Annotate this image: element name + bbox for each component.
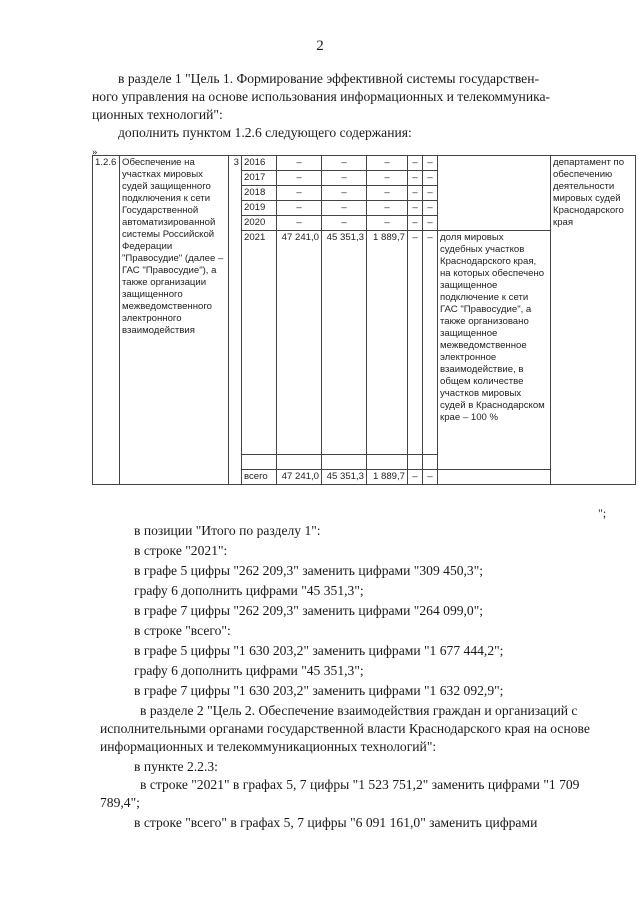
value-cell: 45 351,3 — [322, 231, 367, 455]
item-number: 1.2.6 — [93, 156, 120, 485]
value-cell: 47 241,0 — [277, 470, 322, 485]
value-cell: – — [277, 186, 322, 201]
spacer-cell — [277, 455, 322, 470]
value-cell: – — [322, 171, 367, 186]
value-cell: – — [423, 231, 438, 455]
after-p1: в позиции "Итого по разделу 1": — [134, 523, 321, 538]
after-p9: в графе 7 цифры "1 630 203,2" заменить цифрами "1 632 092,9"; — [134, 683, 504, 698]
after-p7: в графе 5 цифры "1 630 203,2" заменить цифрами "1 677 444,2"; — [134, 643, 504, 658]
spacer-cell — [423, 455, 438, 470]
table-row — [93, 156, 636, 171]
value-cell: – — [277, 156, 322, 171]
after-p6: в строке "всего": — [134, 623, 231, 638]
after-p13: в строке "всего" в графах 5, 7 цифры "6 091 161,0" заменить цифрами — [134, 815, 538, 830]
value-cell: – — [408, 201, 423, 216]
after-p8: графу 6 дополнить цифрами "45 351,3"; — [134, 663, 364, 678]
value-cell: – — [408, 470, 423, 485]
value-cell: – — [277, 216, 322, 231]
spacer-cell — [408, 455, 423, 470]
value-cell: – — [277, 201, 322, 216]
year-cell: всего — [242, 470, 277, 485]
spacer-cell — [242, 455, 277, 470]
executor: департамент по обеспечению деятельности мировых судей Краснодарского края — [551, 156, 636, 485]
year-cell: 2018 — [242, 186, 277, 201]
intro-line-4: дополнить пунктом 1.2.6 следующего содержания: — [118, 125, 412, 140]
after-p2: в строке "2021": — [134, 543, 228, 558]
year-cell: 2017 — [242, 171, 277, 186]
value-cell: – — [408, 216, 423, 231]
value-cell: 1 889,7 — [367, 470, 408, 485]
quote-close: "; — [598, 506, 607, 520]
value-cell: – — [367, 186, 408, 201]
after-p3: в графе 5 цифры "262 209,3" заменить цифрами "309 450,3"; — [134, 563, 484, 578]
value-cell: – — [423, 470, 438, 485]
value-cell: – — [423, 156, 438, 171]
after-p11: в пункте 2.2.3: — [134, 759, 218, 774]
program-table — [92, 155, 636, 485]
year-cell: 2021 — [242, 231, 277, 455]
page-number: 2 — [316, 38, 324, 54]
value-cell: – — [367, 216, 408, 231]
after-p10: в разделе 2 "Цель 2. Обеспечение взаимодействия граждан и организаций с исполнительными органами государственной власти Краснодарского края на основе информационных и телекоммуникационных технологий": — [100, 703, 590, 754]
spacer-cell — [322, 455, 367, 470]
value-cell: 45 351,3 — [322, 470, 367, 485]
after-p4: графу 6 дополнить цифрами "45 351,3"; — [134, 583, 364, 598]
value-cell: – — [367, 171, 408, 186]
quote-open: » — [92, 146, 98, 158]
value-cell: – — [322, 156, 367, 171]
spacer-cell — [367, 455, 408, 470]
result-empty — [438, 156, 551, 231]
value-cell: – — [322, 201, 367, 216]
value-cell: – — [277, 171, 322, 186]
value-cell: – — [408, 171, 423, 186]
value-cell: – — [423, 216, 438, 231]
value-cell: – — [423, 171, 438, 186]
item-name: Обеспечение на участках мировых судей защищенного подключения к сети Государственной автоматизированной системы Российской Федерации "Правосудие" (далее – ГАС "Правосудие"), а также организации защищенного межведомственного электронного взаимодействия — [120, 156, 229, 485]
after-p12: в строке "2021" в графах 5, 7 цифры "1 523 751,2" заменить цифрами "1 709 789,4"; — [100, 777, 580, 810]
after-p5: в графе 7 цифры "262 209,3" заменить цифрами "264 099,0"; — [134, 603, 484, 618]
year-cell: 2016 — [242, 156, 277, 171]
intro-line-1: в разделе 1 "Цель 1. Формирование эффективной системы государствен- — [118, 71, 540, 86]
item-source: 3 — [229, 156, 242, 485]
value-cell: – — [322, 216, 367, 231]
value-cell: 1 889,7 — [367, 231, 408, 455]
value-cell: – — [408, 156, 423, 171]
spacer-cell — [438, 470, 551, 485]
intro-line-3: ционных технологий": — [92, 107, 223, 122]
year-cell: 2019 — [242, 201, 277, 216]
value-cell: – — [367, 156, 408, 171]
value-cell: – — [408, 186, 423, 201]
value-cell: 47 241,0 — [277, 231, 322, 455]
result-indicator: доля мировых судебных участков Краснодарского края, на которых обеспечено защищенное подключение к сети ГАС "Правосудие", а также организовано защищенное межведомственное электронное взаимодействие, в общем количестве участков мировых судей в Краснодарском крае – 100 % — [438, 231, 551, 470]
intro-line-2: ного управления на основе использования информационных и телекоммуника- — [92, 89, 551, 104]
value-cell: – — [367, 201, 408, 216]
value-cell: – — [423, 186, 438, 201]
value-cell: – — [322, 186, 367, 201]
value-cell: – — [408, 231, 423, 455]
year-cell: 2020 — [242, 216, 277, 231]
value-cell: – — [423, 201, 438, 216]
